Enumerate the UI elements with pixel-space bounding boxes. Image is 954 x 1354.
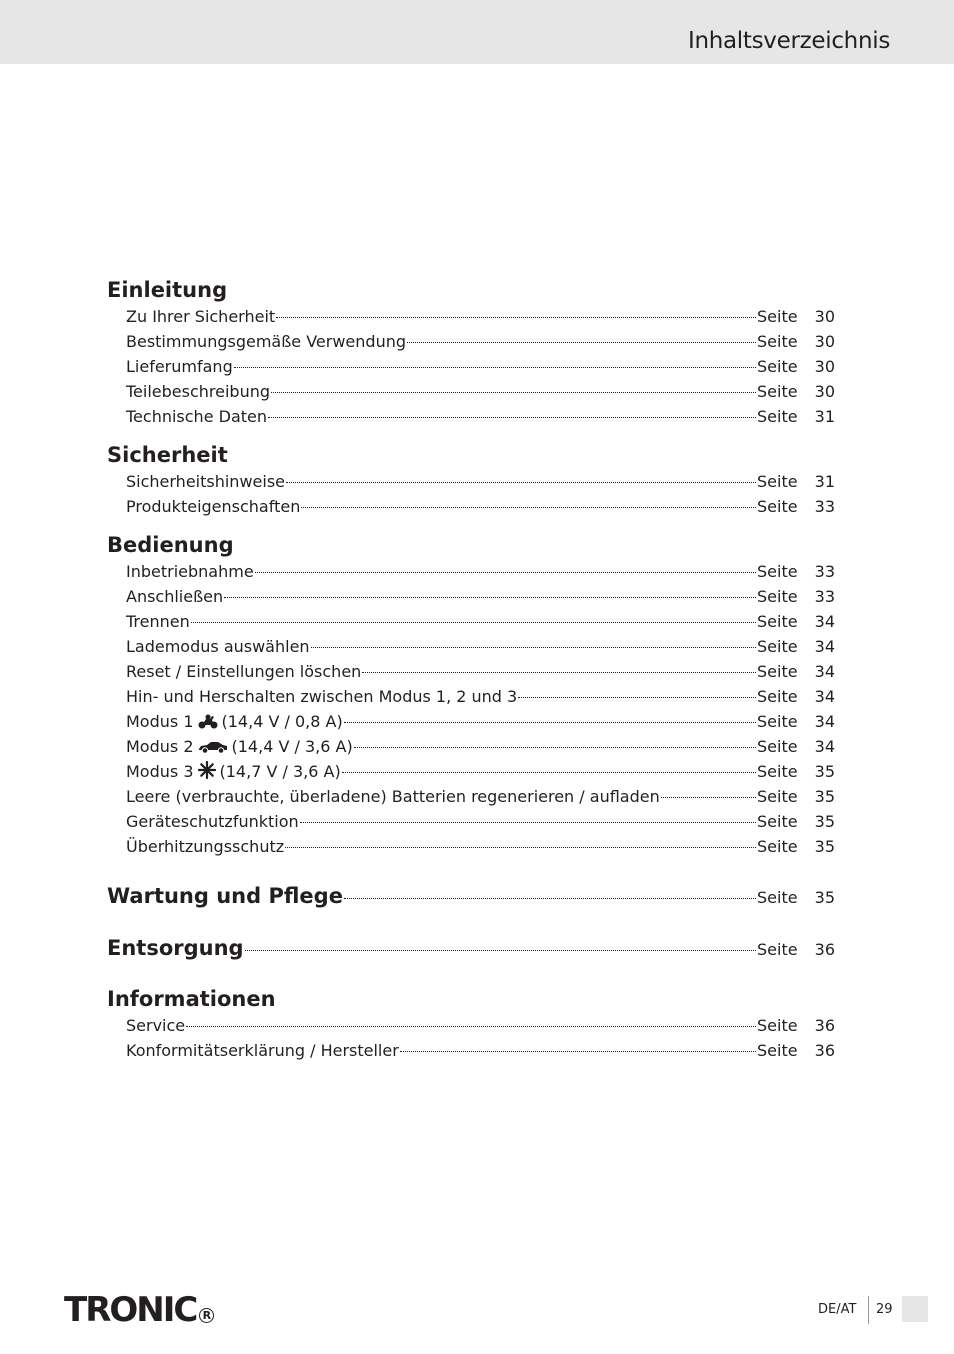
leader-dots bbox=[354, 733, 756, 748]
toc-entry-label: Hin- und Herschalten zwischen Modus 1, 2 und 3 bbox=[126, 687, 518, 706]
page-number: 31 bbox=[814, 407, 835, 426]
leader-dots bbox=[344, 708, 756, 723]
leader-dots bbox=[300, 808, 756, 823]
seite-label: Seite bbox=[757, 737, 798, 756]
leader-dots bbox=[245, 936, 756, 951]
section-heading: Informationen bbox=[107, 987, 276, 1011]
seite-label: Seite bbox=[757, 1016, 798, 1035]
toc-entry[interactable] bbox=[126, 684, 835, 709]
toc-entry[interactable] bbox=[126, 634, 835, 659]
toc-entry[interactable] bbox=[126, 609, 835, 634]
page-number: 36 bbox=[814, 1016, 835, 1035]
toc-entry-label: Zu Ihrer Sicherheit bbox=[126, 307, 276, 326]
leader-dots bbox=[518, 683, 756, 698]
page-number: 35 bbox=[814, 888, 835, 907]
language-code: DE/AT bbox=[818, 1302, 857, 1317]
toc-entry-label bbox=[126, 734, 353, 761]
toc-entry-label: Technische Daten bbox=[126, 407, 268, 426]
seite-label: Seite bbox=[757, 472, 798, 491]
mode-values: (14,4 V / 3,6 A) bbox=[231, 737, 353, 756]
page-number: 30 bbox=[814, 332, 835, 351]
section-bedienung bbox=[107, 531, 835, 859]
toc-entry-label bbox=[126, 759, 341, 786]
footer-tab-marker bbox=[902, 1296, 928, 1322]
toc-entry[interactable] bbox=[126, 379, 835, 404]
leader-dots bbox=[234, 353, 756, 368]
toc-entry-label: Geräteschutzfunktion bbox=[126, 812, 299, 831]
toc-entry-label: Service bbox=[126, 1016, 186, 1035]
page-number: 36 bbox=[814, 1041, 835, 1060]
page-title: Inhaltsverzeichnis bbox=[687, 28, 890, 54]
leader-dots bbox=[255, 558, 756, 573]
toc-entry[interactable] bbox=[126, 404, 835, 429]
toc-entry-label: Trennen bbox=[126, 612, 190, 631]
toc-entry[interactable] bbox=[126, 1038, 835, 1063]
leader-dots bbox=[407, 328, 756, 343]
seite-label: Seite bbox=[757, 497, 798, 516]
section-heading: Wartung und Pflege bbox=[107, 884, 343, 908]
seite-label: Seite bbox=[757, 787, 798, 806]
seite-label: Seite bbox=[757, 940, 798, 959]
seite-label: Seite bbox=[757, 762, 798, 781]
section-heading: Einleitung bbox=[107, 278, 228, 302]
page-number: 35 bbox=[814, 787, 835, 806]
toc-entry-label: Teilebeschreibung bbox=[126, 382, 271, 401]
toc-entry[interactable] bbox=[126, 709, 835, 734]
motorcycle-icon bbox=[198, 711, 218, 736]
brand-logo bbox=[64, 1290, 214, 1330]
section-heading: Bedienung bbox=[107, 533, 234, 557]
toc-entry[interactable] bbox=[126, 1013, 835, 1038]
leader-dots bbox=[191, 608, 756, 623]
page-number: 34 bbox=[814, 737, 835, 756]
leader-dots bbox=[286, 468, 756, 483]
page-number-footer: 29 bbox=[876, 1302, 893, 1317]
toc-entry[interactable] bbox=[126, 354, 835, 379]
leader-dots bbox=[224, 583, 756, 598]
toc-entry-label: Reset / Einstellungen löschen bbox=[126, 662, 362, 681]
seite-label: Seite bbox=[757, 812, 798, 831]
seite-label: Seite bbox=[757, 407, 798, 426]
registered-mark: R bbox=[199, 1308, 214, 1323]
page-number: 35 bbox=[814, 762, 835, 781]
toc-entry[interactable] bbox=[126, 494, 835, 519]
seite-label: Seite bbox=[757, 307, 798, 326]
toc-entry-label: Lademodus auswählen bbox=[126, 637, 310, 656]
seite-label: Seite bbox=[757, 712, 798, 731]
leader-dots bbox=[344, 884, 756, 899]
page-number: 34 bbox=[814, 637, 835, 656]
seite-label: Seite bbox=[757, 562, 798, 581]
toc-entry[interactable] bbox=[126, 559, 835, 584]
car-icon bbox=[198, 736, 228, 761]
mode-label: Modus 3 bbox=[126, 762, 194, 781]
toc-entry-label: Inbetriebnahme bbox=[126, 562, 254, 581]
seite-label: Seite bbox=[757, 1041, 798, 1060]
page-number: 35 bbox=[814, 837, 835, 856]
leader-dots bbox=[400, 1037, 756, 1052]
toc-entry-label: Bestimmungsgemäße Verwendung bbox=[126, 332, 407, 351]
toc-entry[interactable] bbox=[126, 584, 835, 609]
toc-entry-label: Anschließen bbox=[126, 587, 224, 606]
section-heading: Sicherheit bbox=[107, 443, 228, 467]
seite-label: Seite bbox=[757, 587, 798, 606]
toc-entry[interactable] bbox=[126, 734, 835, 759]
mode-values: (14,7 V / 3,6 A) bbox=[219, 762, 341, 781]
page-number: 34 bbox=[814, 662, 835, 681]
leader-dots bbox=[268, 403, 756, 418]
seite-label: Seite bbox=[757, 662, 798, 681]
page-number: 33 bbox=[814, 562, 835, 581]
leader-dots bbox=[271, 378, 756, 393]
leader-dots bbox=[342, 758, 756, 773]
toc-heading-entry-entsorgung[interactable] bbox=[107, 933, 835, 963]
toc-entry[interactable] bbox=[126, 759, 835, 784]
seite-label: Seite bbox=[757, 357, 798, 376]
seite-label: Seite bbox=[757, 637, 798, 656]
table-of-contents bbox=[107, 276, 835, 1063]
toc-entry-label: Überhitzungsschutz bbox=[126, 837, 285, 856]
toc-entry[interactable] bbox=[126, 784, 835, 809]
page-number: 34 bbox=[814, 687, 835, 706]
toc-entry-label: Konformitätserklärung / Hersteller bbox=[126, 1041, 399, 1060]
toc-entry-label: Produkteigenschaften bbox=[126, 497, 301, 516]
snowflake-icon bbox=[198, 761, 216, 786]
toc-entry[interactable] bbox=[126, 329, 835, 354]
seite-label: Seite bbox=[757, 332, 798, 351]
page-number: 35 bbox=[814, 812, 835, 831]
brand-logo-text: TRONIC bbox=[64, 1290, 197, 1330]
seite-label: Seite bbox=[757, 687, 798, 706]
page-number: 33 bbox=[814, 587, 835, 606]
seite-label: Seite bbox=[757, 382, 798, 401]
leader-dots bbox=[276, 303, 756, 318]
toc-entry-label: Lieferumfang bbox=[126, 357, 233, 376]
toc-entry[interactable] bbox=[126, 809, 835, 834]
mode-label: Modus 2 bbox=[126, 737, 194, 756]
toc-entry-label bbox=[126, 709, 343, 736]
leader-dots bbox=[362, 658, 756, 673]
seite-label: Seite bbox=[757, 612, 798, 631]
toc-entry[interactable] bbox=[126, 659, 835, 684]
page-number: 30 bbox=[814, 307, 835, 326]
seite-label: Seite bbox=[757, 888, 798, 907]
page-number: 30 bbox=[814, 382, 835, 401]
footer-divider bbox=[868, 1296, 869, 1324]
page-number: 34 bbox=[814, 612, 835, 631]
toc-entry-label: Leere (verbrauchte, überladene) Batterien regenerieren / aufladen bbox=[126, 787, 660, 806]
mode-values: (14,4 V / 0,8 A) bbox=[221, 712, 343, 731]
page-number: 33 bbox=[814, 497, 835, 516]
leader-dots bbox=[311, 633, 756, 648]
page-number: 36 bbox=[814, 940, 835, 959]
leader-dots bbox=[661, 783, 756, 798]
page-number: 34 bbox=[814, 712, 835, 731]
leader-dots bbox=[186, 1012, 756, 1027]
section-einleitung bbox=[107, 276, 835, 429]
page-number: 30 bbox=[814, 357, 835, 376]
mode-label: Modus 1 bbox=[126, 712, 194, 731]
toc-entry[interactable] bbox=[126, 304, 835, 329]
seite-label: Seite bbox=[757, 837, 798, 856]
leader-dots bbox=[285, 833, 756, 848]
section-sicherheit bbox=[107, 441, 835, 519]
leader-dots bbox=[301, 493, 756, 508]
toc-heading-entry-wartung[interactable] bbox=[107, 881, 835, 911]
toc-entry[interactable] bbox=[126, 469, 835, 494]
section-informationen bbox=[107, 985, 835, 1063]
toc-entry[interactable] bbox=[126, 834, 835, 859]
section-heading: Entsorgung bbox=[107, 936, 244, 960]
toc-entry-label: Sicherheitshinweise bbox=[126, 472, 285, 491]
page-number: 31 bbox=[814, 472, 835, 491]
